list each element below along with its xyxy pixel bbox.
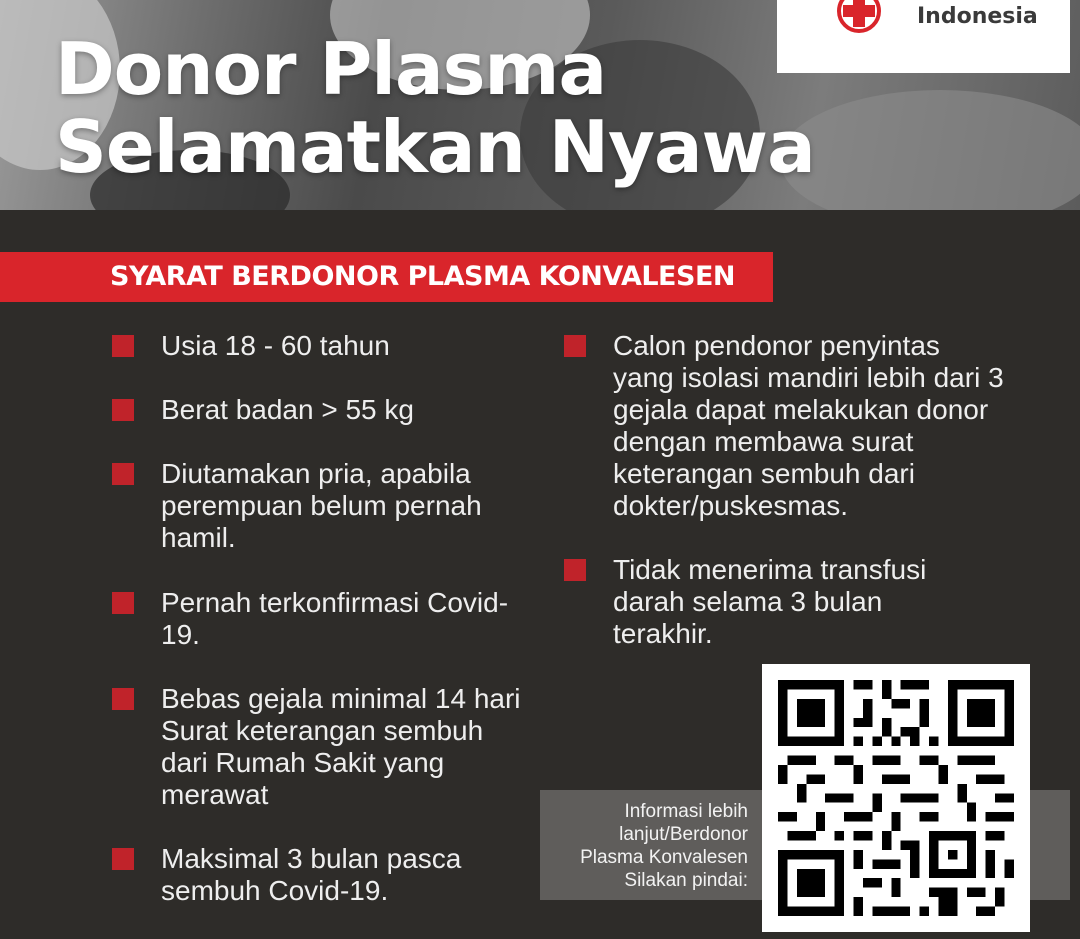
requirement-item [161,394,521,426]
requirements-banner [0,252,773,302]
requirement-text: Diutamakan pria, apabila perempuan belum pernah hamil. [161,458,482,553]
requirement-text: Usia 18 - 60 tahun [161,330,390,361]
bullet-square-icon [112,688,134,710]
requirement-text: Tidak menerima transfusi darah selama 3 bulan terakhir. [613,554,927,649]
title-line-2: Selamatkan Nyawa [55,105,815,189]
title-line-1: Donor Plasma [55,27,607,111]
requirement-item [161,330,521,362]
requirement-item [613,554,953,650]
bullet-square-icon [112,848,134,870]
bullet-square-icon [112,592,134,614]
qr-code[interactable] [762,664,1030,932]
logo [777,0,1070,73]
info-line-4: Silakan pindai: [624,870,748,891]
info-line-3: Plasma Konvalesen [580,847,748,868]
requirement-item [161,683,536,811]
requirement-text: Calon pendonor penyintas yang isolasi mandiri lebih dari 3 gejala dapat melakukan donor dengan membawa surat keterangan sembuh dari dokter/puskesmas. [613,330,1004,521]
bullet-square-icon [112,463,134,485]
bullet-square-icon [112,399,134,421]
info-line-1: Informasi lebih [624,801,748,822]
bullet-square-icon [112,335,134,357]
qr-code-icon [778,680,1014,916]
requirement-text: Maksimal 3 bulan pasca sembuh Covid-19. [161,843,462,906]
logo-text: Indonesia [917,4,1038,29]
page-title [55,27,815,189]
requirement-item [613,330,1008,522]
bullet-square-icon [564,335,586,357]
requirement-text: Bebas gejala minimal 14 hari Surat keterangan sembuh dari Rumah Sakit yang merawat [161,683,521,810]
requirement-item [161,587,526,651]
info-line-2: lanjut/Berdonor [619,824,748,845]
banner-title: SYARAT BERDONOR PLASMA KONVALESEN [110,261,735,292]
requirement-item [161,458,506,554]
info-text [548,800,748,892]
red-cross-emblem-icon [829,0,889,36]
requirement-text: Berat badan > 55 kg [161,394,414,425]
requirement-text: Pernah terkonfirmasi Covid-19. [161,587,509,650]
requirement-item [161,843,496,907]
bullet-square-icon [564,559,586,581]
